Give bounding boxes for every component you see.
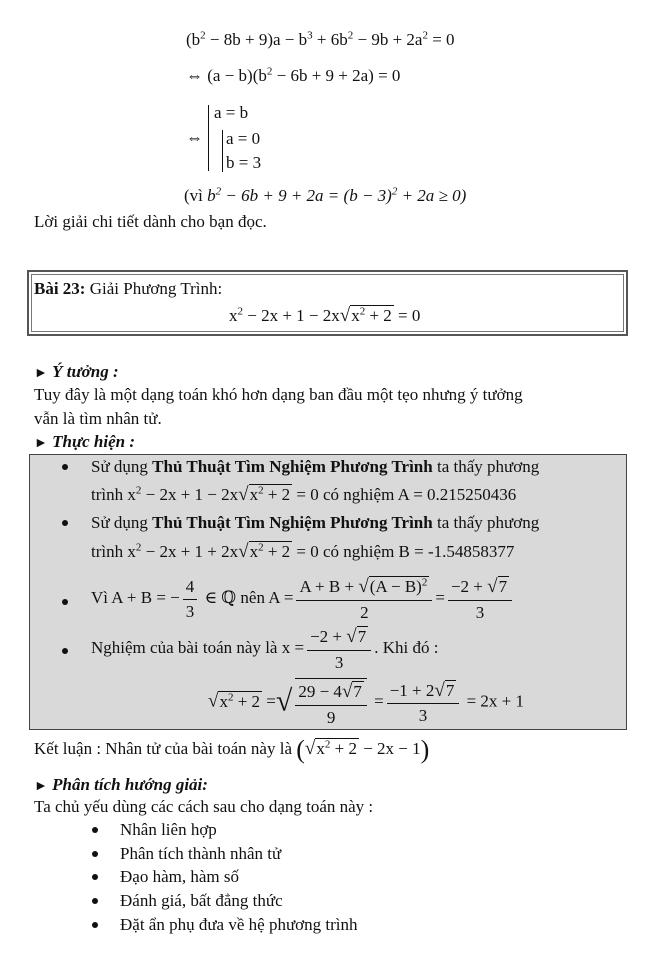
case-a-equals-0: a = 0: [226, 129, 261, 148]
bullet-icon: [92, 851, 98, 857]
system-brace: [222, 130, 223, 172]
conclusion: Kết luận : Nhân tử của bài toán này là $(√x^2 + 2 - 2x - 1)$: [34, 735, 430, 764]
idea-heading: ► Ý tưởng :: [34, 362, 119, 381]
step-1-line-1: Sử dụng Thủ Thuật Tìm Nghiệm Phương Trình ta thấy phương: [91, 457, 540, 476]
bullet-icon: [62, 599, 68, 605]
triangle-bullet-icon: ►: [34, 436, 48, 451]
problem-label: Bài 23:: [34, 279, 86, 298]
reader-note: Lời giải chi tiết dành cho bạn đọc.: [34, 212, 267, 231]
because-note: (vì $b^2 - 6b + 9 + 2a = (b - 3)^2 + 2a \ge 0$): [184, 185, 467, 205]
idea-line-2: vẫn là tìm nhân tử.: [34, 409, 162, 428]
bullet-icon: [62, 464, 68, 470]
list-item: Phân tích thành nhân tử: [120, 844, 282, 863]
list-item: Đạo hàm, hàm số: [120, 867, 239, 886]
bullet-icon: [92, 874, 98, 880]
list-item: Nhân liên hợp: [120, 820, 217, 839]
analysis-intro: Ta chủ yếu dùng các cách sau cho dạng toán này :: [34, 797, 374, 816]
idea-line-1: Tuy đây là một dạng toán khó hơn dạng ban đầu một tẹo nhưng ý tưởng: [34, 385, 523, 404]
solution-line-2: ⇔ $(a - b)(b^2 - 6b + 9 + 2a) = 0$: [186, 65, 401, 85]
step-3-formula: Vì A + B = − $\frac{4}{3}$ ∈ ℚ nên A = $\frac{A + B + √(A - B)^2}{2}$ = $\frac{-2 + √7}{3}$: [91, 576, 515, 622]
analysis-heading: ► Phân tích hướng giải:: [34, 775, 208, 794]
step-2-line-2: trình $x^2 - 2x + 1 + 2x√x^2 + 2 = 0$ có nghiệm B = -1.54858377: [91, 541, 515, 562]
step-1-line-2: trình $x^2 - 2x + 1 - 2x√x^2 + 2 = 0$ có nghiệm A = 0.215250436: [91, 484, 517, 505]
bullet-icon: [62, 648, 68, 654]
list-item: Đánh giá, bất đẳng thức: [120, 891, 283, 910]
equivalence-arrow: ⇔: [186, 128, 203, 147]
step-2-line-1: Sử dụng Thủ Thuật Tìm Nghiệm Phương Trình ta thấy phương: [91, 513, 540, 532]
problem-heading: [34, 279, 222, 299]
case-brace: [208, 105, 209, 171]
triangle-bullet-icon: ►: [34, 366, 48, 381]
triangle-bullet-icon: ►: [34, 779, 48, 794]
bullet-icon: [92, 827, 98, 833]
bullet-icon: [92, 898, 98, 904]
final-identity: $√x^2 + 2$ =√ $\frac{29 - 4√7}{9}$ = $\frac{-1 + 2√7}{3}$ = 2x + 1: [208, 679, 525, 727]
problem-equation: $x^2 - 2x + 1 - 2x√x^2 + 2 = 0$: [229, 305, 421, 326]
list-item: Đặt ẩn phụ đưa về hệ phương trình: [120, 915, 358, 934]
case-b-equals-3: b = 3: [226, 153, 262, 172]
bullet-icon: [62, 520, 68, 526]
problem-title: Giải Phương Trình:: [85, 279, 223, 298]
case-a-equals-b: a = b: [214, 103, 249, 122]
step-4-formula: Nghiệm của bài toán này là x = $\frac{-2 + √7}{3}$ . Khi đó :: [91, 626, 439, 672]
solution-line-1: $(b^2 - 8b + 9)a - b^3 + 6b^2 - 9b + 2a^2 = 0$: [186, 29, 455, 49]
bullet-icon: [92, 922, 98, 928]
implementation-heading: ► Thực hiện :: [34, 432, 136, 451]
